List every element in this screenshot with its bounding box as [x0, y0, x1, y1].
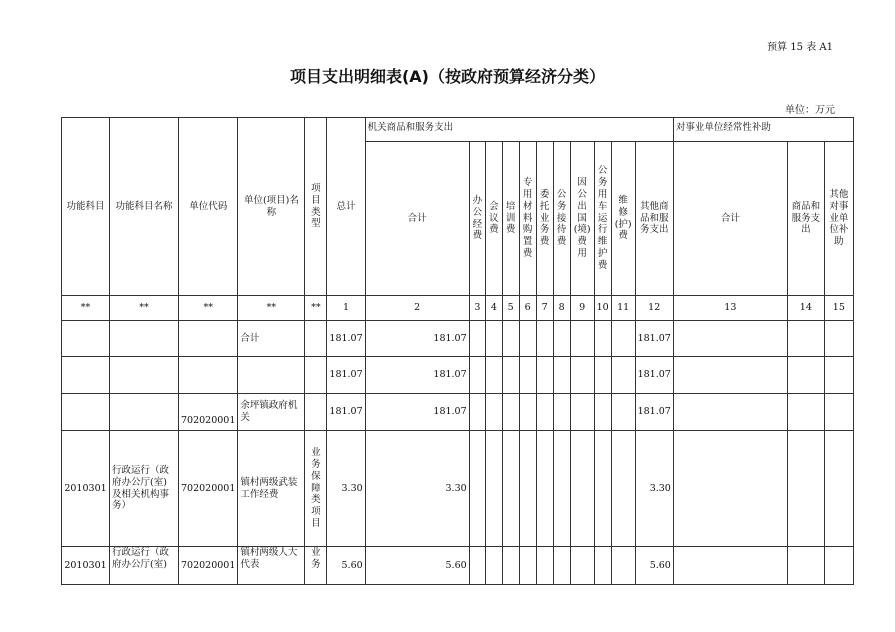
total-cell: 5.60 — [327, 547, 365, 585]
other-goods-cell: 181.07 — [635, 321, 673, 357]
func-name-cell — [110, 321, 179, 357]
header-commission: 委托业务费 — [536, 142, 553, 296]
func-code-cell: 2010301 — [62, 547, 110, 585]
expenditure-table — [61, 117, 854, 585]
project-type-cell: 业务 — [305, 547, 327, 585]
total-cell: 181.07 — [327, 321, 365, 357]
index-row — [62, 296, 854, 321]
unit-code-cell: 702020001 — [179, 547, 238, 585]
index-cell: 11 — [611, 296, 635, 321]
unit-code-cell — [179, 357, 238, 394]
func-code-cell: 2010301 — [62, 431, 110, 547]
header-g1-total: 合计 — [365, 142, 469, 296]
total-cell: 3.30 — [327, 431, 365, 547]
g1-total-cell: 3.30 — [365, 431, 469, 547]
unit-name-cell: 余坪镇政府机关 — [238, 394, 305, 431]
unit-code-cell — [179, 321, 238, 357]
header-g2-other: 其他对事业单位补助 — [824, 142, 853, 296]
index-cell: 6 — [519, 296, 536, 321]
header-office: 办公经费 — [469, 142, 486, 296]
header-group-goods-services: 机关商品和服务支出 — [365, 118, 673, 142]
table-row — [62, 547, 854, 585]
g1-total-cell: 181.07 — [365, 357, 469, 394]
header-meeting: 会议费 — [486, 142, 503, 296]
index-cell: 10 — [594, 296, 611, 321]
index-cell: ** — [62, 296, 110, 321]
func-name-cell: 行政运行（政府办公厅(室)及相关机构事务） — [110, 431, 179, 547]
unit-code-cell: 702020001 — [179, 394, 238, 431]
index-cell: ** — [305, 296, 327, 321]
func-name-cell — [110, 394, 179, 431]
header-g2-total: 合计 — [673, 142, 787, 296]
header-g2-goods: 商品和服务支出 — [787, 142, 824, 296]
table-row — [62, 394, 854, 431]
func-name-cell — [110, 357, 179, 394]
header-maintenance: 维修(护)费 — [611, 142, 635, 296]
header-vehicle: 公务用车运行维护费 — [594, 142, 611, 296]
other-goods-cell: 181.07 — [635, 394, 673, 431]
index-cell: 3 — [469, 296, 486, 321]
index-cell: 1 — [327, 296, 365, 321]
header-unit-name: 单位(项目)名称 — [238, 118, 305, 296]
index-cell: 5 — [502, 296, 519, 321]
header-abroad: 因公出国(境)费用 — [570, 142, 594, 296]
index-cell: 4 — [486, 296, 503, 321]
index-cell: 15 — [824, 296, 853, 321]
header-materials: 专用材料购置费 — [519, 142, 536, 296]
total-cell: 181.07 — [327, 394, 365, 431]
header-row-1 — [62, 118, 854, 142]
index-cell: 14 — [787, 296, 824, 321]
unit-name-cell: 合计 — [238, 321, 305, 357]
total-cell: 181.07 — [327, 357, 365, 394]
header-total: 总计 — [327, 118, 365, 296]
form-code: 预算 15 表 A1 — [767, 42, 833, 53]
header-other-goods: 其他商品和服务支出 — [635, 142, 673, 296]
index-cell: 13 — [673, 296, 787, 321]
index-cell: 12 — [635, 296, 673, 321]
func-name-cell: 行政运行（政府办公厅(室) — [110, 547, 179, 585]
header-training: 培训费 — [502, 142, 519, 296]
project-type-cell — [305, 394, 327, 431]
func-code-cell — [62, 357, 110, 394]
other-goods-cell: 181.07 — [635, 357, 673, 394]
header-func-code: 功能科目 — [62, 118, 110, 296]
unit-label: 单位：万元 — [785, 105, 835, 116]
header-group-subsidy: 对事业单位经常性补助 — [673, 118, 853, 142]
index-cell: ** — [110, 296, 179, 321]
table-row — [62, 321, 854, 357]
func-code-cell — [62, 394, 110, 431]
project-type-cell: 业务保障类项目 — [305, 431, 327, 547]
index-cell: ** — [238, 296, 305, 321]
page-title: 项目支出明细表(A)（按政府预算经济分类） — [289, 67, 605, 86]
g1-total-cell: 181.07 — [365, 321, 469, 357]
other-goods-cell: 5.60 — [635, 547, 673, 585]
table-row — [62, 357, 854, 394]
index-cell: ** — [179, 296, 238, 321]
index-cell: 2 — [365, 296, 469, 321]
unit-name-cell: 镇村两级武装工作经费 — [238, 431, 305, 547]
header-reception: 公务接待费 — [553, 142, 570, 296]
func-code-cell — [62, 321, 110, 357]
table-row — [62, 431, 854, 547]
g1-total-cell: 5.60 — [365, 547, 469, 585]
header-func-name: 功能科目名称 — [110, 118, 179, 296]
index-cell: 9 — [570, 296, 594, 321]
unit-name-cell — [238, 357, 305, 394]
header-unit-code: 单位代码 — [179, 118, 238, 296]
index-cell: 8 — [553, 296, 570, 321]
unit-name-cell: 镇村两级人大代表 — [238, 547, 305, 585]
other-goods-cell: 3.30 — [635, 431, 673, 547]
index-cell: 7 — [536, 296, 553, 321]
header-project-type: 项目类型 — [305, 118, 327, 296]
g1-total-cell: 181.07 — [365, 394, 469, 431]
project-type-cell — [305, 321, 327, 357]
unit-code-cell: 702020001 — [179, 431, 238, 547]
project-type-cell — [305, 357, 327, 394]
